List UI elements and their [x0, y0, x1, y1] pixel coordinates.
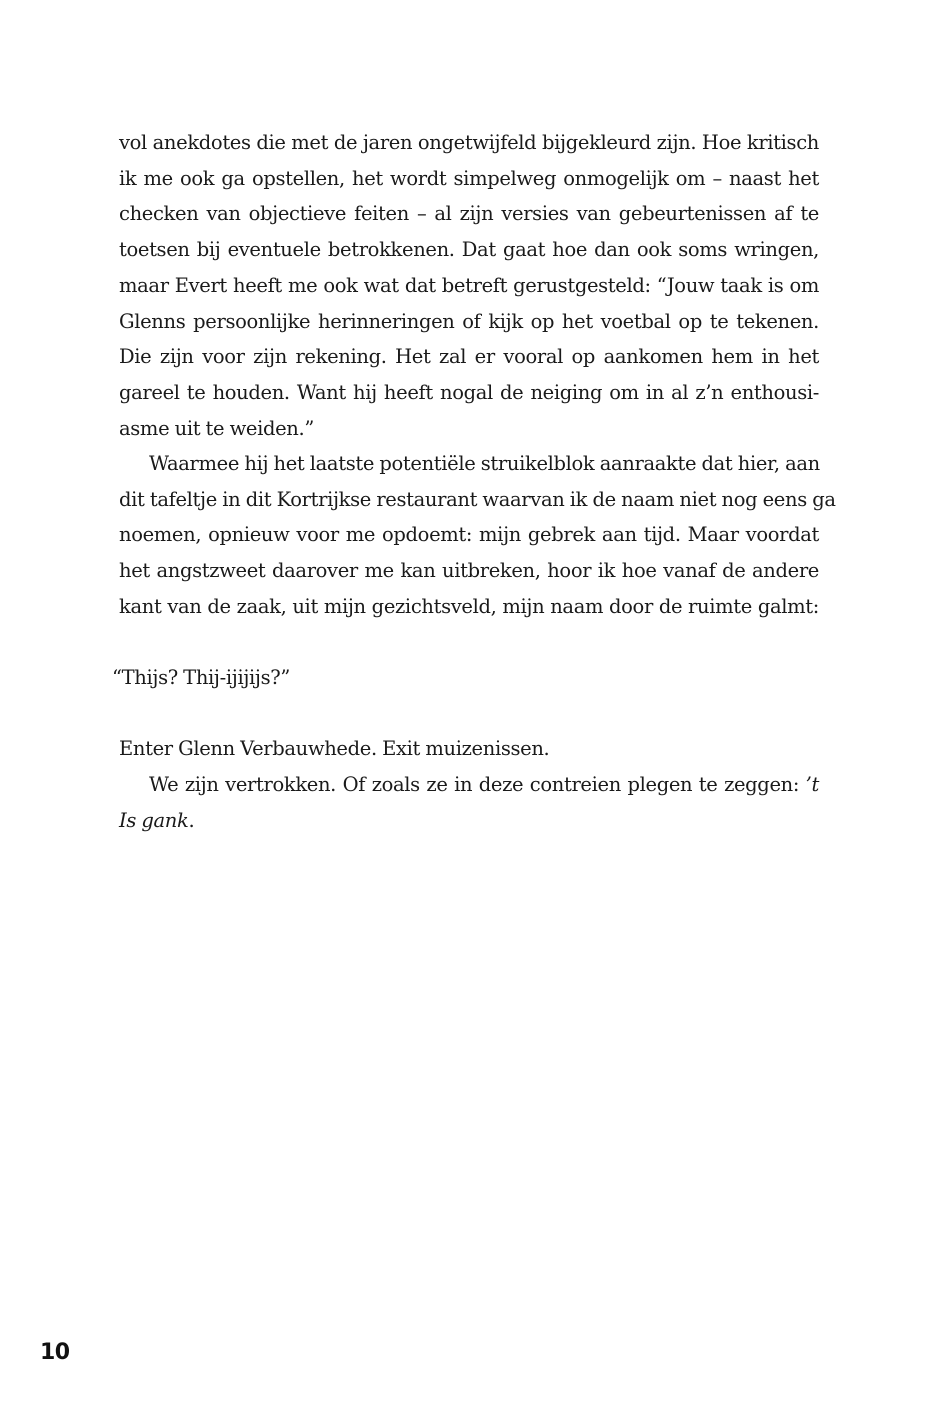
paragraph-text: . [188, 808, 195, 832]
paragraph-line: dit tafeltje in dit Kortrijkse restaurant waarvan ik de naam niet nog eens ga [119, 487, 836, 511]
paragraph-line: Waarmee hij het laatste potentiële struikelblok aanraakte dat hier, aan [149, 452, 820, 475]
paragraph-line: ik me ook ga opstellen, het wordt simpelweg onmogelijk om – naast het [119, 166, 819, 190]
paragraph-line: Glenns persoonlijke herinneringen of kijk op het voetbal op te tekenen. [119, 309, 819, 333]
paragraph-line: maar Evert heeft me ook wat dat betreft gerustgesteld: “Jouw taak is om [119, 273, 819, 297]
paragraph-line: gareel te houden. Want hij heeft nogal de neiging om in al z’n enthousi- [119, 380, 819, 404]
paragraph-4 [119, 767, 819, 838]
paragraph-line: vol anekdotes die met de jaren ongetwijfeld bijgekleurd zijn. Hoe kritisch [119, 131, 819, 154]
paragraph-1 [119, 125, 819, 446]
paragraph-3: Enter Glenn Verbauwhede. Exit muizenissen. [119, 737, 550, 760]
paragraph-line: checken van objectieve feiten – al zijn versies van gebeurtenissen af te [119, 202, 819, 226]
italic-phrase: Is gank [119, 808, 189, 832]
paragraph-line [119, 803, 819, 839]
page-number: 10 [40, 1340, 70, 1365]
paragraph-line: asme uit te weiden.” [119, 416, 314, 440]
paragraph-text: We zijn vertrokken. Of zoals ze in deze contreien plegen te zeggen: [149, 773, 806, 796]
dialogue-quote: “Thijs? Thij-ijijijs?” [112, 666, 290, 689]
paragraph-line [119, 767, 819, 803]
paragraph-line: kant van de zaak, uit mijn gezichtsveld, mijn naam door de ruimte galmt: [119, 594, 819, 618]
paragraph-line: het angstzweet daarover me kan uitbreken, hoor ik hoe vanaf de andere [119, 559, 819, 583]
paragraph-line: toetsen bij eventuele betrokkenen. Dat gaat hoe dan ook soms wringen, [119, 238, 819, 262]
paragraph-line: noemen, opnieuw voor me opdoemt: mijn gebrek aan tijd. Maar voordat [119, 523, 819, 547]
italic-phrase: ’t [805, 773, 819, 796]
paragraph-line: Die zijn voor zijn rekening. Het zal er vooral op aankomen hem in het [119, 345, 819, 369]
paragraph-2 [119, 446, 836, 625]
